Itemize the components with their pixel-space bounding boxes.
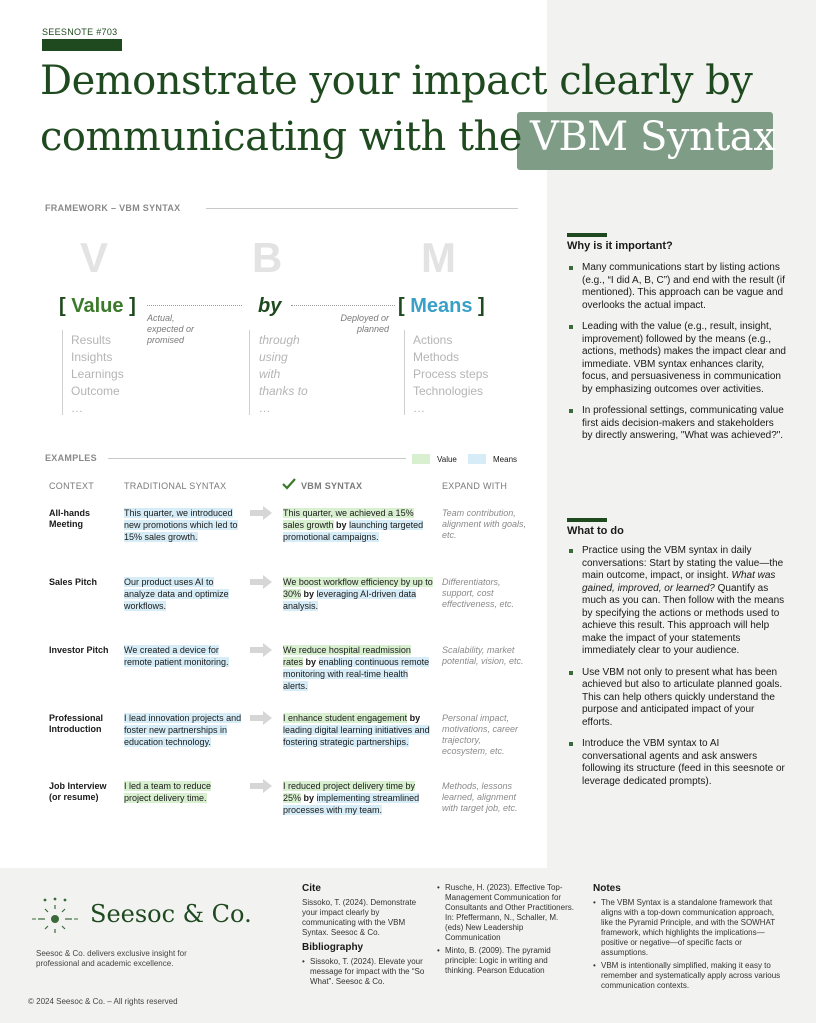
traditional-text [124,780,234,804]
col-context: CONTEXT [49,481,95,491]
todo-bullet: Use VBM not only to present what has been achieved but also to articulate planned goals. This can help others quickly understand the purpose and anticipated impact of your efforts. [568,667,786,730]
by-dotted-line [291,305,395,306]
means-close-bracket: ] [478,295,485,317]
row-context: Investor Pitch [49,645,109,655]
brand-name: Seesoc & Co. [90,900,252,928]
col-expand: EXPAND WITH [442,481,508,491]
value-note: Actual, expected or promised [147,313,195,345]
by-list [259,332,308,417]
row-context: All-hands Meeting [49,508,91,529]
todo-bullet [568,545,786,658]
value-list-rule [62,330,63,415]
vbm-text [283,576,433,612]
examples-label: EXAMPLES [45,453,97,463]
todo-accent-bar [567,518,607,522]
note-item: • The VBM Syntax is a standalone framework that aligns with a top-down communication approach, like the Pyramid Principle, and with the SOWHAT framework, which highlights the implications—positive or negative—of specific facts or assumptions. [593,898,783,958]
value-open-bracket: [ [59,295,66,317]
arrow-icon [250,711,272,725]
vbm-by: by [305,657,317,667]
vbm-means: implementing streamlined processes with my team. [283,793,420,815]
means-item: Actions [413,333,453,347]
headline-highlight: VBM Syntax [530,114,776,160]
headline-line-2: communicating with the [40,114,522,160]
traditional-means: We created a device for remote patient monitoring. [124,645,229,667]
cite-heading: Cite [302,883,321,894]
todo-bullet-question: What was gained, improved, or learned? [582,570,776,594]
by-item: thanks to [259,384,308,398]
means-item: Technologies [413,384,484,398]
headline-line-1: Demonstrate your impact clearly by [40,58,753,104]
todo-bullet-text: Quantify as much as you can. Then follow with the means by specifying the actions or methods used to achieve this result. This approach will help make the impact of your statements immediately clear to your audience. [582,582,785,656]
traditional-text [124,507,244,543]
why-bullets [568,262,786,452]
traditional-means: This quarter, we introduced new promotions which led to 15% sales growth. [124,508,238,542]
letter-m: M [421,234,456,281]
why-heading: Why is it important? [567,240,673,252]
traditional-means: I lead innovation projects and foster new partnerships in education technology. [124,713,242,747]
legend-means-label: Means [493,455,518,464]
means-open-bracket: [ [398,295,405,317]
vbm-value: We reduce hospital readmission rates [283,645,411,667]
traditional-text [124,712,246,748]
bibliography-list [302,957,434,990]
notes-heading: Notes [593,883,621,894]
bibliography-list-2 [437,883,577,979]
todo-heading: What to do [567,525,624,537]
vbm-text [283,507,433,543]
letter-b: B [252,234,283,281]
value-list [71,332,124,417]
by-item: using [259,350,288,364]
expand-text: Methods, lessons learned, alignment with target job, etc. [442,781,518,813]
cite-text: Sissoko, T. (2024). Demonstrate your impact clearly by communicating with the VBM Syntax. Seesoc & Co. [302,898,417,937]
arrow-icon [250,643,272,657]
expand-text: Team contribution, alignment with goals, etc. [442,508,527,540]
legend-means-swatch [468,454,486,464]
value-close-bracket: ] [129,295,136,317]
value-dotted-line [147,305,242,306]
traditional-text [124,644,244,668]
vbm-value: I reduced project delivery time by 25% [283,781,416,803]
why-bullet: In professional settings, communicating value first aids decision-makers and stakeholders by directly answering, "What was achieved?". [568,405,786,443]
arrow-icon [250,506,272,520]
bibliography-item: • Sissoko, T. (2024). Elevate your message for impact with the “So What”. Seesoc & Co. [302,957,434,987]
legend-value-swatch [412,454,430,464]
by-word: by [258,295,282,317]
why-bullet: Many communications start by listing actions (e.g., “I did A, B, C”) and end with the result (if mentioned). This approach can be vague and overlooks the actual impact. [568,262,786,312]
vbm-text [283,712,433,748]
expand-text: Personal impact, motivations, career trajectory, ecosystem, etc. [442,713,519,756]
vbm-text [283,644,433,692]
arrow-icon [250,575,272,589]
bibliography-item: • Rusche, H. (2023). Effective Top-Management Communication for Consultants and Other Practitioners. In: Pfeffermann, N., Schaller, M. (eds) New Leadership Communication [437,883,577,943]
value-item: Outcome [71,384,120,398]
vbm-value: We boost workflow efficiency by up to 30% [283,577,433,599]
todo-bullet: Introduce the VBM syntax to AI conversational agents and ask answers following its structure (feed in this seesnote or leverage dedicated prompts). [568,738,786,788]
means-item: Methods [413,350,460,364]
value-item: Results [71,333,112,347]
by-item: … [259,401,271,415]
value-item: … [71,401,83,415]
letter-v: V [80,234,109,281]
means-list [413,332,488,417]
means-item: … [413,401,425,415]
seesnote-number: SEESNOTE #703 [42,27,118,37]
why-accent-bar [567,233,607,237]
row-context: Professional Introduction [49,713,104,734]
value-item: Insights [71,350,113,364]
copyright: © 2024 Seesoc & Co. – All rights reserved [28,997,178,1006]
bibliography-heading: Bibliography [302,942,364,953]
value-term [59,295,136,318]
vbm-text [283,780,433,816]
value-item: Learnings [71,367,124,381]
vbm-means: leveraging AI-driven data analysis. [283,589,417,611]
arrow-icon [250,779,272,793]
col-traditional: TRADITIONAL SYNTAX [124,481,227,491]
traditional-means: Our product uses AI to analyze data and optimize workflows. [124,577,229,611]
vbm-value: This quarter, we achieved a 15% sales growth [283,508,414,530]
bibliography-item: • Minto, B. (2009). The pyramid principle: Logic in writing and thinking. Pearson Education [437,946,577,976]
legend-value-label: Value [437,455,457,464]
vbm-by: by [336,520,347,530]
seesnote-bar [42,39,122,51]
vbm-means: leading digital learning initiatives and fostering strategic partnerships. [283,725,430,747]
vbm-means: enabling continuous remote monitoring with real-time health alerts. [283,657,430,691]
notes-list [593,898,783,994]
vbm-value: I enhance student engagement [283,713,408,723]
brand-tagline: Seesoc & Co. delivers exclusive insight for professional and academic excellence. [36,949,187,968]
vbm-means: launching targeted promotional campaigns. [283,520,424,542]
means-item: Process steps [413,367,489,381]
means-term [398,295,485,318]
by-note: Deployed or planned [340,313,389,334]
means-word: Means [410,295,473,317]
row-context: Job Interview (or resume) [49,781,107,802]
by-list-rule [249,330,250,415]
value-word: Value [71,295,124,317]
col-vbm: VBM SYNTAX [301,481,363,491]
examples-divider [108,458,406,459]
by-item: with [259,367,281,381]
vbm-by: by [303,793,315,803]
expand-text: Differentiators, support, cost effectiveness, etc. [442,577,515,609]
traditional-text [124,576,244,612]
vbm-by: by [303,589,315,599]
todo-bullet-text: Practice using the VBM syntax in daily conversations: Start by stating the value—the main outcome, impact, or insight. [582,545,784,581]
seesoc-logo-icon [32,896,78,936]
todo-bullets [568,545,786,797]
framework-divider [206,208,518,209]
framework-label: FRAMEWORK – VBM SYNTAX [45,203,181,213]
note-item: • VBM is intentionally simplified, making it easy to remember and systematically apply across various communication contexts. [593,961,783,991]
traditional-value: I led a team to reduce project delivery time. [124,781,212,803]
by-item: through [259,333,300,347]
row-context: Sales Pitch [49,577,98,587]
why-bullet: Leading with the value (e.g., result, insight, improvement) followed by the means (e.g., actions, methods) makes the impact clear and immediate. VBM syntax enhances clarity, focus, and persuasiveness in communication by emphasizing outcomes over activities. [568,321,786,396]
expand-text: Scalability, market potential, vision, etc. [442,645,524,666]
vbm-by: by [409,713,421,723]
means-list-rule [404,330,405,415]
checkmark-icon [281,476,297,492]
